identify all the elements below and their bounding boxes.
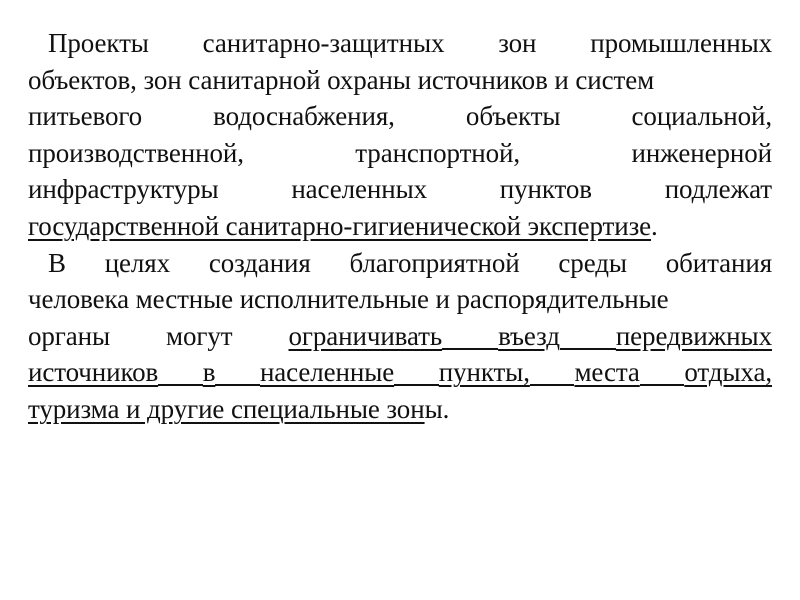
word: Проекты [48,28,149,58]
word: могут [166,320,233,351]
underlined-word: передвижных [615,320,772,351]
text-line [28,245,772,282]
underlined-text: туризма и другие специальные зон [28,393,425,424]
word: транспортной, [355,137,521,168]
word: инфраструктуры [28,174,219,205]
text-line [28,391,772,428]
word: В [48,247,66,278]
word: пунктов [499,174,592,205]
word: зон [498,28,537,58]
line-text: человека местные исполнительные и распорядительные [28,284,669,315]
word: социальной, [631,101,772,132]
text-line [28,281,772,318]
word: питьевого [28,101,143,132]
line-text: объектов, зон санитарной охраны источников и систем [28,64,655,95]
underlined-word: ограничивать [288,320,443,351]
word: санитарно-защитных [202,28,445,58]
underlined-word: места [574,357,640,388]
word: среды [558,247,627,278]
text-line [28,25,772,62]
text-line [28,171,772,208]
text-line [28,98,772,135]
word: промышленных [590,28,773,58]
underlined-word: отдыха, [684,357,772,388]
word: водоснабжения, [213,101,395,132]
word: производственной, [28,137,244,168]
word: населенных [291,174,428,205]
text-line [28,62,772,99]
word: инженерной [631,137,772,168]
underlined-word: въезд [498,320,560,351]
punctuation: . [651,210,658,241]
word: благоприятной [349,247,520,278]
text-line [28,135,772,172]
word: объекты [465,101,561,132]
underlined-word: в [202,357,216,388]
word-tail: ы. [424,393,450,424]
paragraph-entry-restrictions [28,245,772,428]
word: обитания [665,247,773,278]
underlined-word: пункты, [438,357,530,388]
paragraph-sanitary-zones [28,25,772,245]
word: целях [104,247,171,278]
text-line [28,208,772,245]
word: создания [208,247,311,278]
underlined-word: населенные [259,357,395,388]
text-line [28,354,772,391]
underlined-word: источников [28,357,159,388]
text-line [28,318,772,355]
word: подлежат [664,174,772,205]
underlined-text: государственной санитарно-гигиенической экспертизе [28,210,652,241]
word: органы [28,320,111,351]
